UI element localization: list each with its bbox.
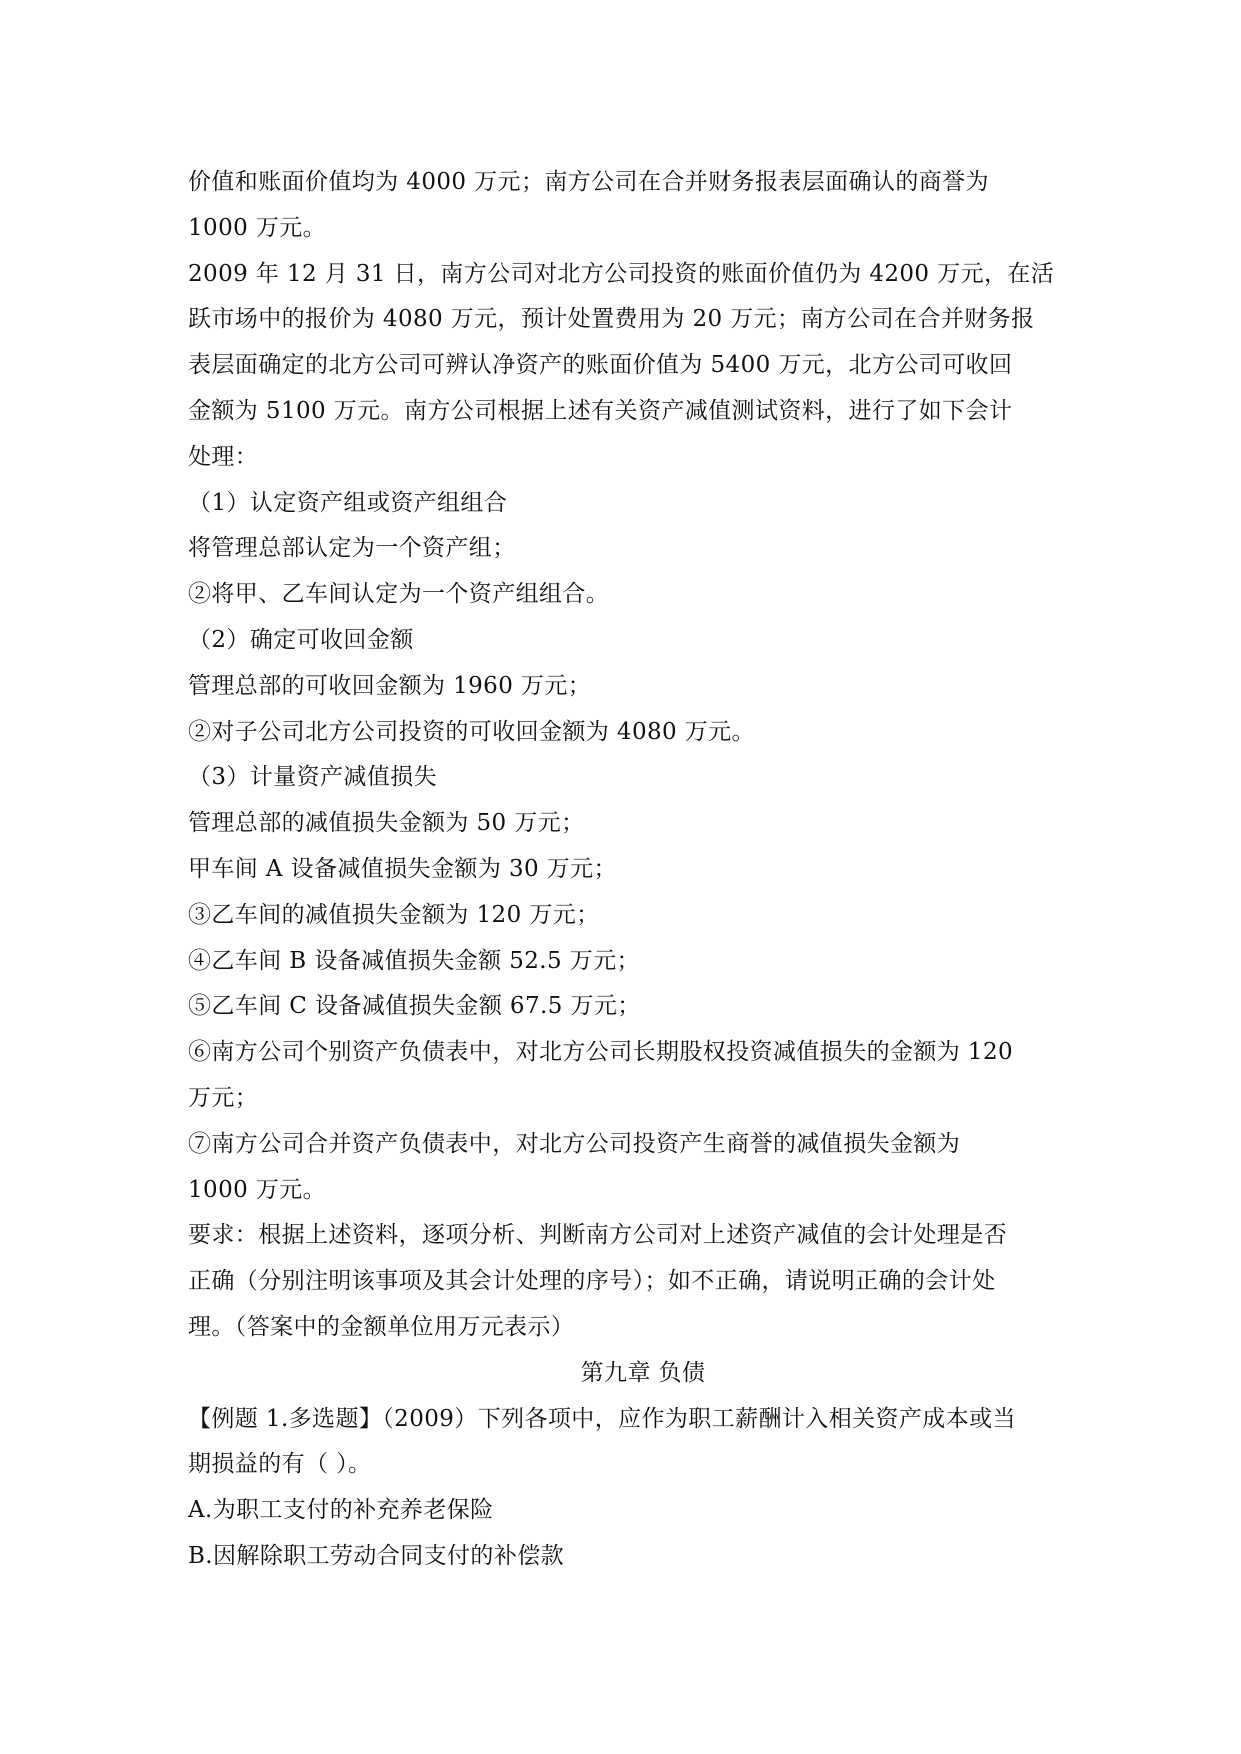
option-b: B.因解除职工劳动合同支付的补偿款: [188, 1542, 565, 1569]
chapter-title: 第九章 负债: [580, 1359, 706, 1386]
question-line: 期损益的有（ ）。: [188, 1451, 372, 1478]
text-line: ②将甲、乙车间认定为一个资产组组合。: [188, 581, 610, 608]
document-page: [188, 160, 1058, 1580]
text-line: 表层面确定的北方公司可辨认净资产的账面价值为 5400 万元，北方公司可收回: [188, 352, 1013, 379]
text-line: 管理总部的减值损失金额为 50 万元；: [188, 810, 585, 837]
text-line: ④乙车间 B 设备减值损失金额 52.5 万元；: [188, 947, 640, 974]
text-line: ⑤乙车间 C 设备减值损失金额 67.5 万元；: [188, 993, 641, 1020]
text-line: 处理：: [188, 443, 259, 470]
section-heading: （1）认定资产组或资产组组合: [188, 489, 508, 516]
text-line: 价值和账面价值均为 4000 万元；南方公司在合并财务报表层面确认的商誉为: [188, 169, 989, 195]
text-line: 甲车间 A 设备减值损失金额为 30 万元；: [188, 855, 617, 882]
section-heading: （3）计量资产减值损失: [188, 764, 438, 791]
text-line: 跃市场中的报价为 4080 万元，预计处置费用为 20 万元；南方公司在合并财务报: [188, 306, 1035, 333]
text-line: 要求：根据上述资料，逐项分析、判断南方公司对上述资产减值的会计处理是否: [188, 1222, 1007, 1249]
text-line: 1000 万元。: [188, 214, 327, 241]
section-heading: （2）确定可收回金额: [188, 626, 414, 653]
text-line: ②对子公司北方公司投资的可收回金额为 4080 万元。: [188, 718, 755, 745]
text-line: 正确（分别注明该事项及其会计处理的序号）；如不正确，请说明正确的会计处: [188, 1268, 996, 1295]
text-line: 管理总部的可收回金额为 1960 万元；: [188, 672, 592, 699]
text-line: 万元；: [188, 1084, 259, 1111]
text-line: 理。（答案中的金额单位用万元表示）: [188, 1313, 575, 1340]
question-line: 【例题 1.多选题】（2009）下列各项中，应作为职工薪酬计入相关资产成本或当: [188, 1405, 1016, 1432]
text-line: ⑥南方公司个别资产负债表中，对北方公司长期股权投资减值损失的金额为 120: [188, 1039, 1014, 1066]
option-a: A.为职工支付的补充养老保险: [188, 1497, 494, 1524]
text-line: 将管理总部认定为一个资产组；: [188, 535, 516, 562]
text-line: 1000 万元。: [188, 1176, 327, 1203]
text-line: 金额为 5100 万元。南方公司根据上述有关资产减值测试资料，进行了如下会计: [188, 397, 1013, 424]
text-line: ⑦南方公司合并资产负债表中，对北方公司投资产生商誉的减值损失金额为: [188, 1130, 961, 1157]
text-line: 2009 年 12 月 31 日，南方公司对北方公司投资的账面价值仍为 4200 万元，在活: [188, 260, 1055, 287]
text-line: ③乙车间的减值损失金额为 120 万元；: [188, 901, 600, 928]
